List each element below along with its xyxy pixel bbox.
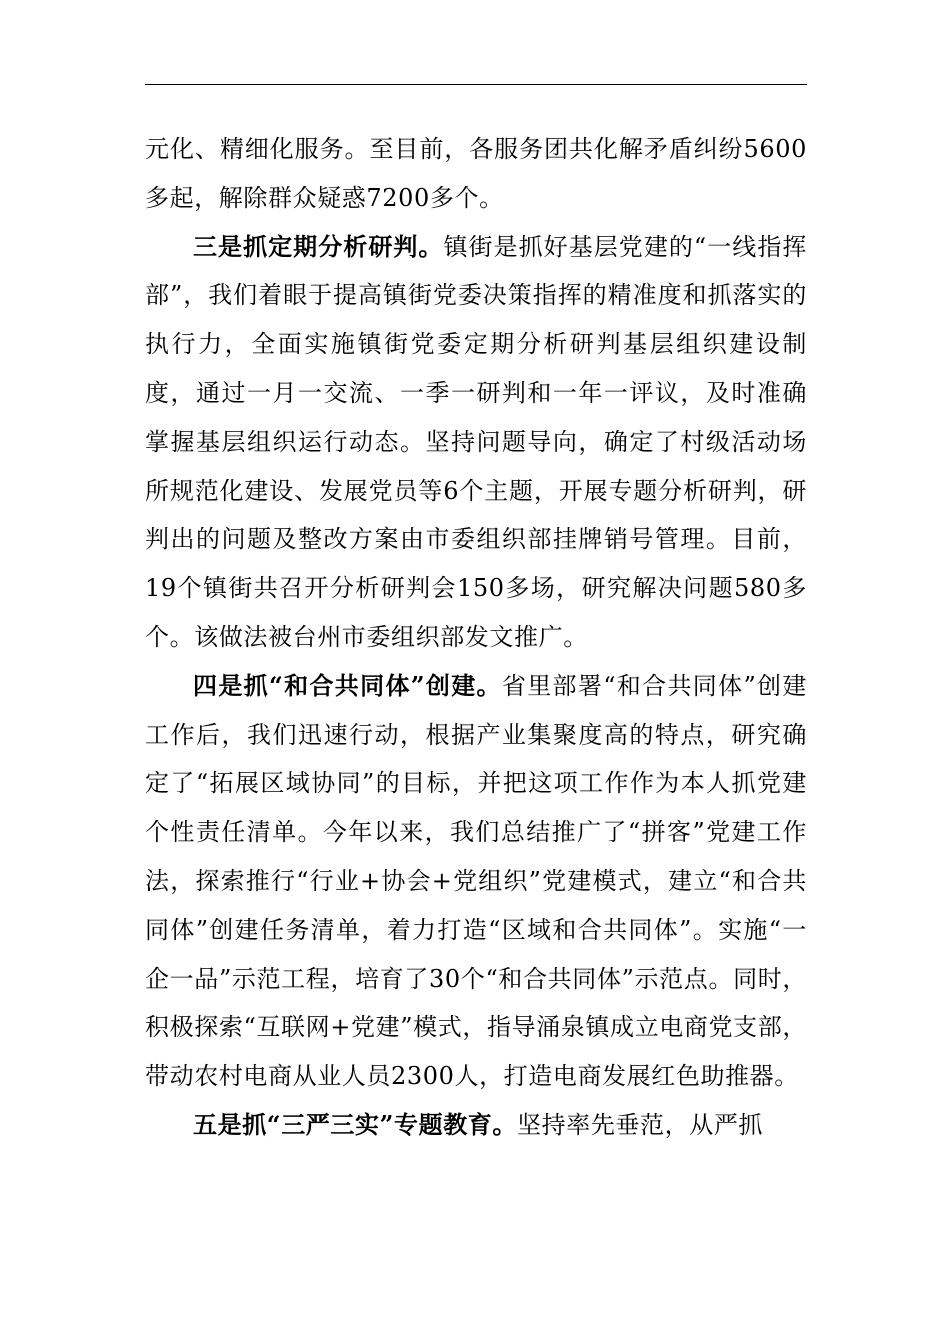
paragraph-lead: 五是抓“三严三实”专题教育。 bbox=[193, 1109, 518, 1139]
paragraph-analysis bbox=[145, 223, 807, 662]
paragraph-lead: 三是抓定期分析研判。 bbox=[193, 231, 444, 261]
header-rule bbox=[145, 84, 807, 85]
paragraph-community bbox=[145, 662, 807, 1101]
paragraph-text: 元化、精细化服务。至目前，各服务团共化解矛盾纠纷5600多起，解除群众疑惑7200多个。 bbox=[145, 135, 807, 212]
document-body bbox=[145, 125, 807, 1150]
paragraph-education bbox=[145, 1101, 807, 1150]
paragraph-continuation bbox=[145, 125, 807, 223]
paragraph-text: 镇街是抓好基层党建的“一线指挥部”，我们着眼于提高镇街党委决策指挥的精准度和抓落实的执行力，全面实施镇街党委定期分析研判基层组织建设制度，通过一月一交流、一季一研判和一年一评议，及时准确掌握基层组织运行动态。坚持问题导向，确定了村级活动场所规范化建设、发展党员等6个主题，开展专题分析研判，研判出的问题及整改方案由市委组织部挂牌销号管理。目前，19个镇街共召开分析研判会150多场，研究解决问题580多个。该做法被台州市委组织部发文推广。 bbox=[145, 232, 807, 651]
paragraph-text: 省里部署“和合共同体”创建工作后，我们迅速行动，根据产业集聚度高的特点，研究确定了“拓展区域协同”的目标，并把这项工作作为本人抓党建个性责任清单。今年以来，我们总结推广了“拼客”党建工作法，探索推行“行业+协会+党组织”党建模式，建立“和合共同体”创建任务清单，着力打造“区域和合共同体”。实施“一企一品”示范工程，培育了30个“和合共同体”示范点。同时，积极探索“互联网+党建”模式，指导涌泉镇成立电商党支部，带动农村电商从业人员2300人，打造电商发展红色助推器。 bbox=[145, 671, 807, 1091]
paragraph-text: 坚持率先垂范，从严抓 bbox=[517, 1110, 764, 1139]
paragraph-lead: 四是抓“和合共同体”创建。 bbox=[193, 670, 502, 700]
